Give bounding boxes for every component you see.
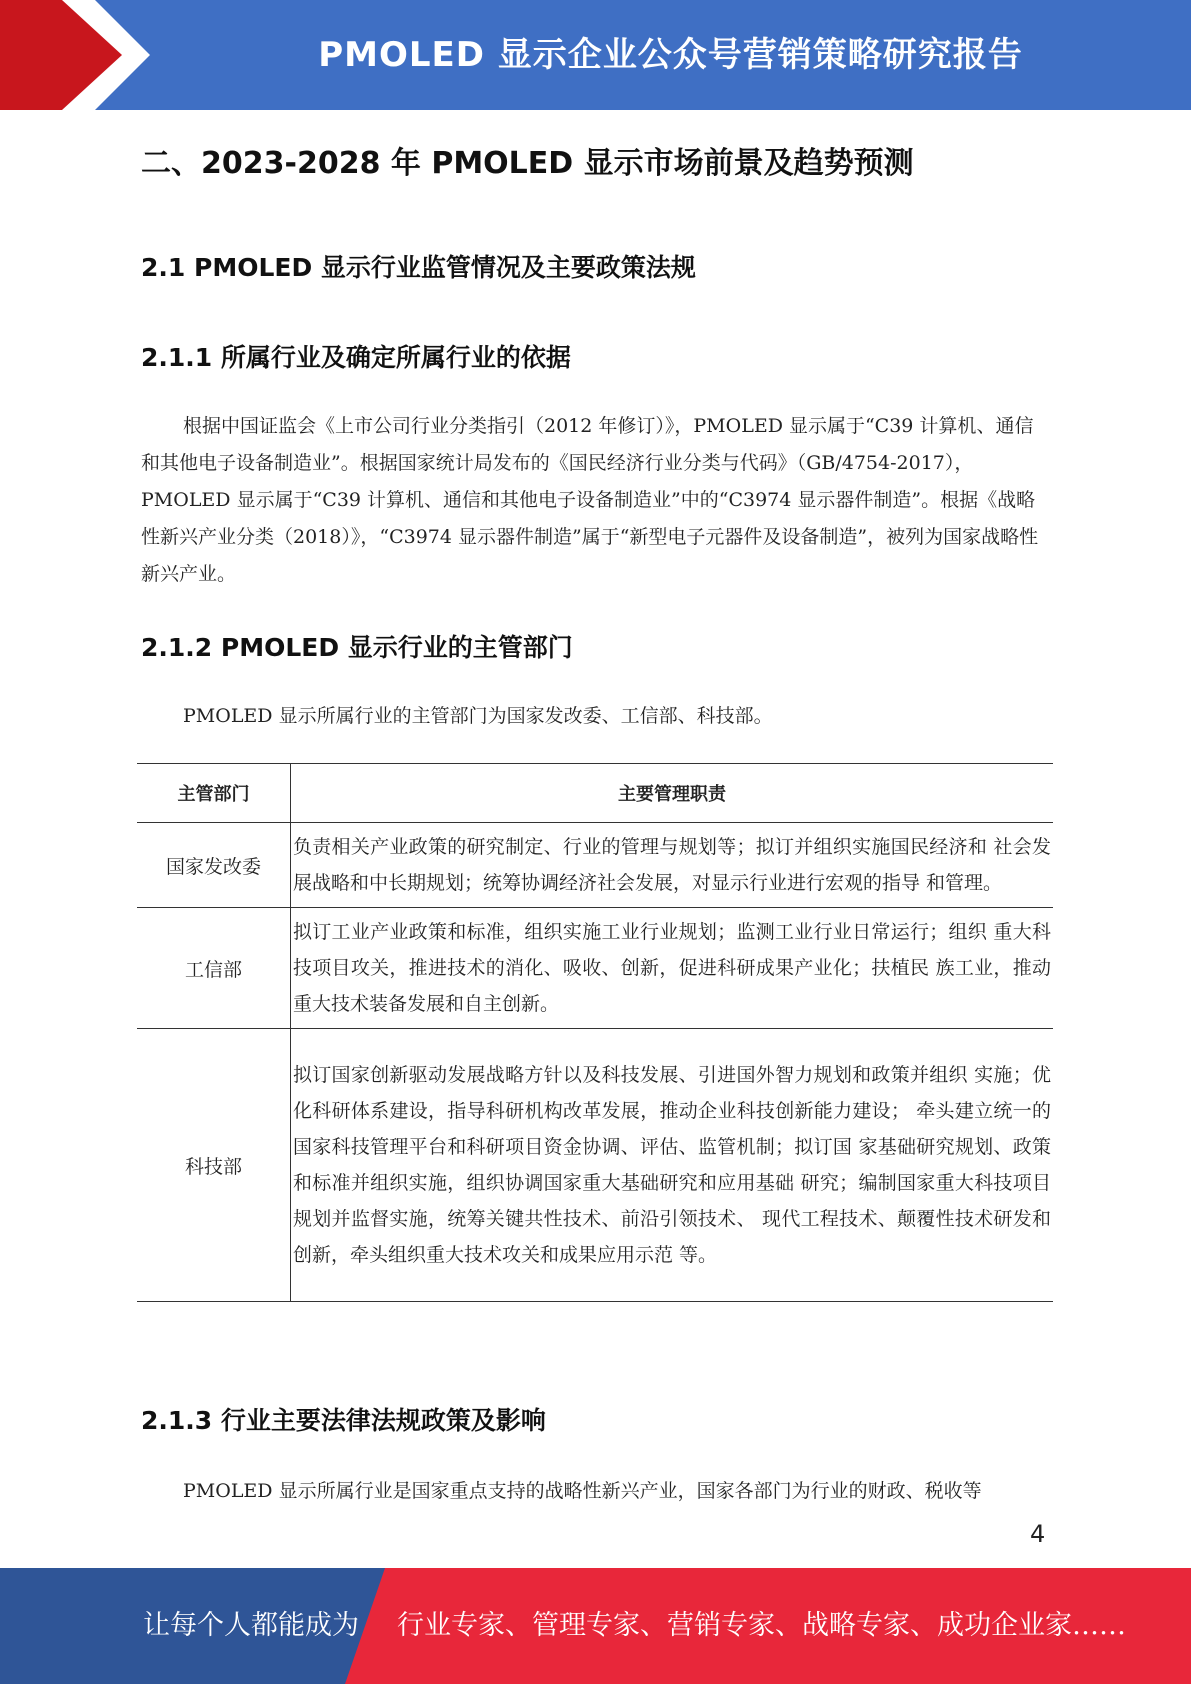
page-header (0, 0, 1191, 110)
table-row (137, 823, 1053, 908)
table-row (137, 908, 1053, 1029)
section-heading-2-1-1: 2.1.1 所属行业及确定所属行业的依据 (141, 343, 571, 372)
table-cell-duty: 拟订国家创新驱动发展战略方针以及科技发展、引进国外智力规划和政策并组织 实施；优化科研体系建设，指导科研机构改革发展，推动企业科技创新能力建设； 牵头建立统一的国家科技管理平台和科研项目资金协调、评估、监管机制；拟订国 家基础研究规划、政策和标准并组织实施，组织协调国家重大基础研究和应用基础 研究；编制国家重大科技项目规划并监督实施，统筹关键共性技术、前沿引领技术、 现代工程技术、颠覆性技术研发和创新，牵头组织重大技术攻关和成果应用示范 等。 (291, 1029, 1054, 1302)
table-cell-dept: 科技部 (137, 1029, 291, 1302)
table-header-dept: 主管部门 (137, 764, 291, 823)
table-header-duty: 主要管理职责 (291, 764, 1054, 823)
page-number: 4 (1030, 1520, 1046, 1548)
chapter-heading: 二、2023-2028 年 PMOLED 显示市场前景及趋势预测 (141, 146, 914, 181)
table-cell-duty: 拟订工业产业政策和标准，组织实施工业行业规划；监测工业行业日常运行；组织 重大科技项目攻关，推进技术的消化、吸收、创新，促进科研成果产业化；扶植民 族工业，推动重大技术装备发展和自主创新。 (291, 908, 1054, 1029)
paragraph-laws-policies: PMOLED 显示所属行业是国家重点支持的战略性新兴产业，国家各部门为行业的财政、税收等 (183, 1480, 982, 1502)
section-heading-2-1-3: 2.1.3 行业主要法律法规政策及影响 (141, 1406, 546, 1435)
paragraph-regulators: PMOLED 显示所属行业的主管部门为国家发改委、工信部、科技部。 (183, 705, 773, 727)
table-row (137, 1029, 1053, 1302)
section-heading-2-1-2: 2.1.2 PMOLED 显示行业的主管部门 (141, 633, 573, 662)
footer-slogan-right: 行业专家、管理专家、营销专家、战略专家、成功企业家…… (397, 1610, 1126, 1641)
table-cell-dept: 工信部 (137, 908, 291, 1029)
page-footer (0, 1568, 1191, 1684)
paragraph-industry-classification: 根据中国证监会《上市公司行业分类指引（2012 年修订）》，PMOLED 显示属于“C39 计算机、通信和其他电子设备制造业”。根据国家统计局发布的《国民经济行业分类与代码》（GB/4754-2017），PMOLED 显示属于“C39 计算机、通信和其他电子设备制造业”中的“C3974 显示器件制造”。根据《战略性新兴产业分类（2018）》，“C3974 显示器件制造”属于“新型电子元器件及设备制造”，被列为国家战略性新兴产业。 (141, 415, 1039, 585)
report-title: PMOLED 显示企业公众号营销策略研究报告 (318, 35, 1023, 75)
regulator-duty-table (137, 763, 1053, 1302)
footer-slogan-left: 让每个人都能成为 (143, 1610, 359, 1641)
table-cell-dept: 国家发改委 (137, 823, 291, 908)
section-heading-2-1: 2.1 PMOLED 显示行业监管情况及主要政策法规 (141, 253, 696, 282)
table-cell-duty: 负责相关产业政策的研究制定、行业的管理与规划等；拟订并组织实施国民经济和 社会发展战略和中长期规划；统筹协调经济社会发展，对显示行业进行宏观的指导 和管理。 (291, 823, 1054, 908)
table-header-row (137, 764, 1053, 823)
